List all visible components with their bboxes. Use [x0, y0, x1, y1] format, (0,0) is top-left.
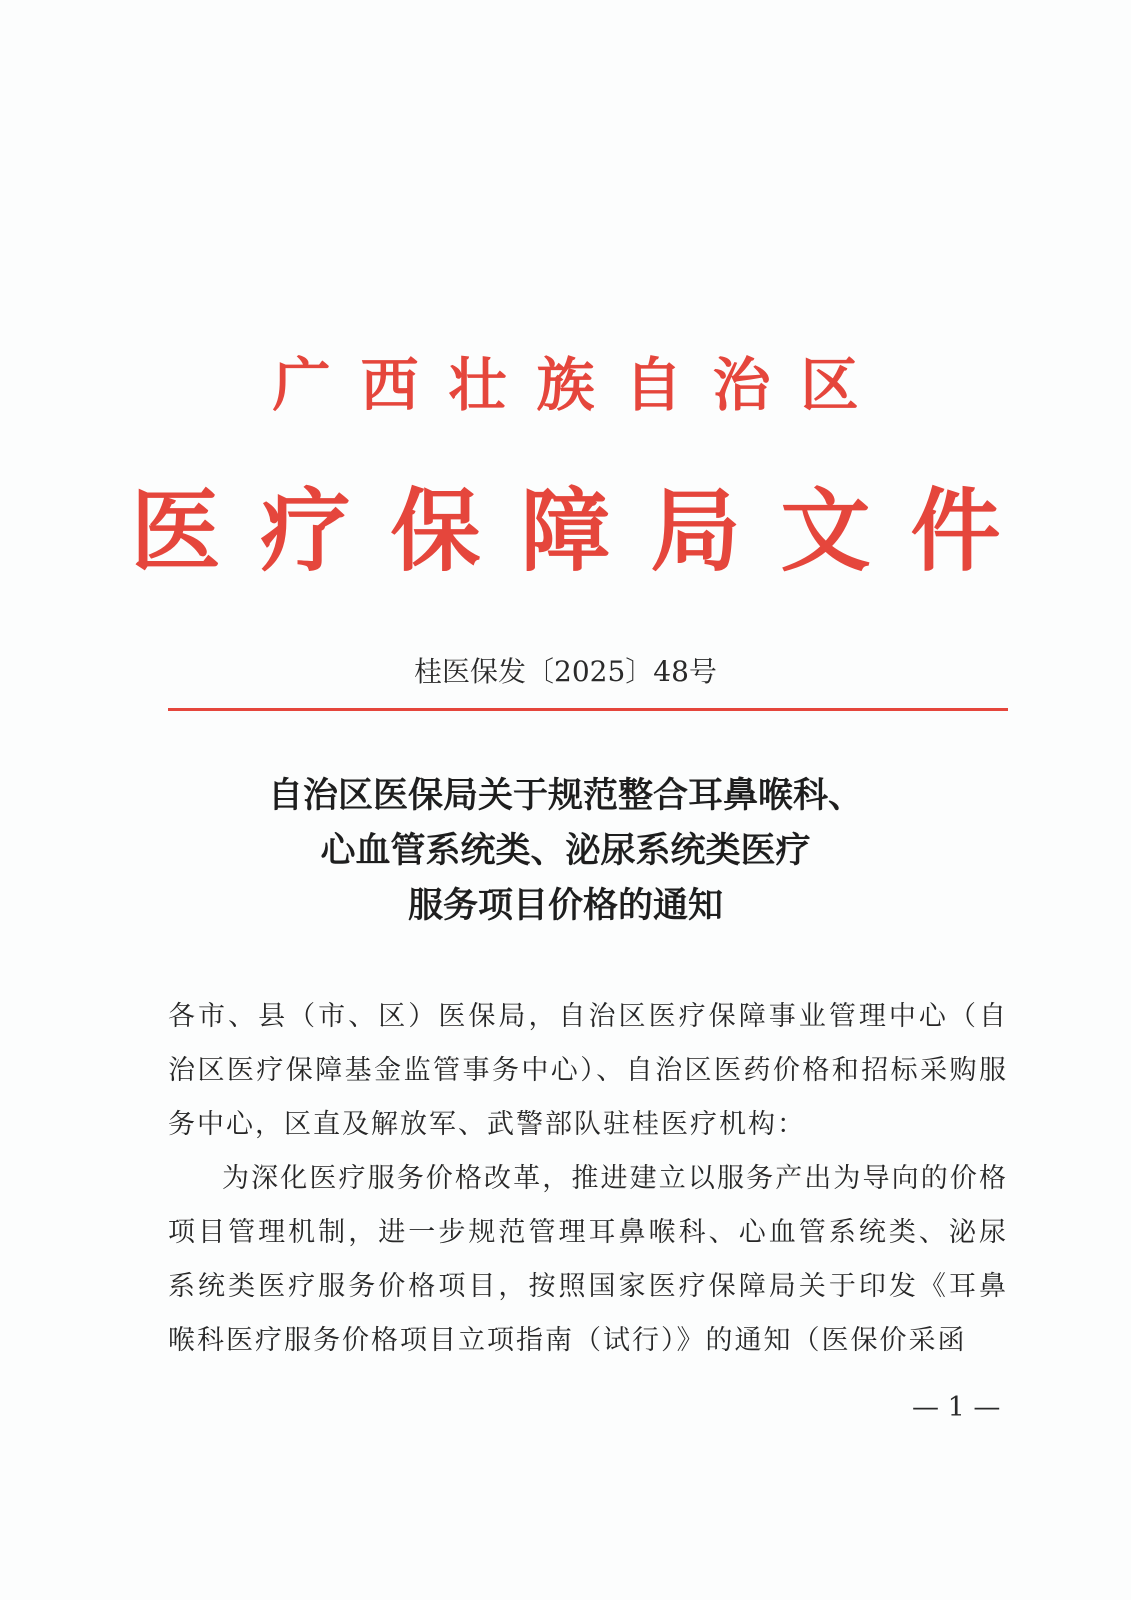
issuer-header-line2: 医疗保障局文件	[130, 478, 1041, 584]
page-number: — 1 —	[912, 1392, 1001, 1423]
body-paragraph-1: 为深化医疗服务价格改革，推进建立以服务产出为导向的价格项目管理机制，进一步规范管理耳鼻喉科、心血管系统类、泌尿系统类医疗服务价格项目，按照国家医疗保障局关于印发《耳鼻喉科医疗服务价格项目立项指南（试行）》的通知（医保价采函	[168, 1163, 1008, 1356]
issuer-header-line1: 广西壮族自治区	[272, 351, 889, 419]
red-divider-line	[168, 708, 1008, 711]
addressee-paragraph: 各市、县（市、区）医保局，自治区医疗保障事业管理中心（自治区医疗保障基金监管事务中心）、自治区医药价格和招标采购服务中心，区直及解放军、武警部队驻桂医疗机构：	[168, 1001, 1008, 1140]
document-body	[168, 990, 1008, 1368]
document-title	[0, 768, 1131, 933]
document-number: 桂医保发〔2025〕48号	[414, 655, 717, 688]
title-line-3: 服务项目价格的通知	[407, 885, 723, 926]
title-line-1: 自治区医保局关于规范整合耳鼻喉科、	[267, 775, 863, 816]
title-line-2: 心血管系统类、泌尿系统类医疗	[320, 830, 811, 871]
